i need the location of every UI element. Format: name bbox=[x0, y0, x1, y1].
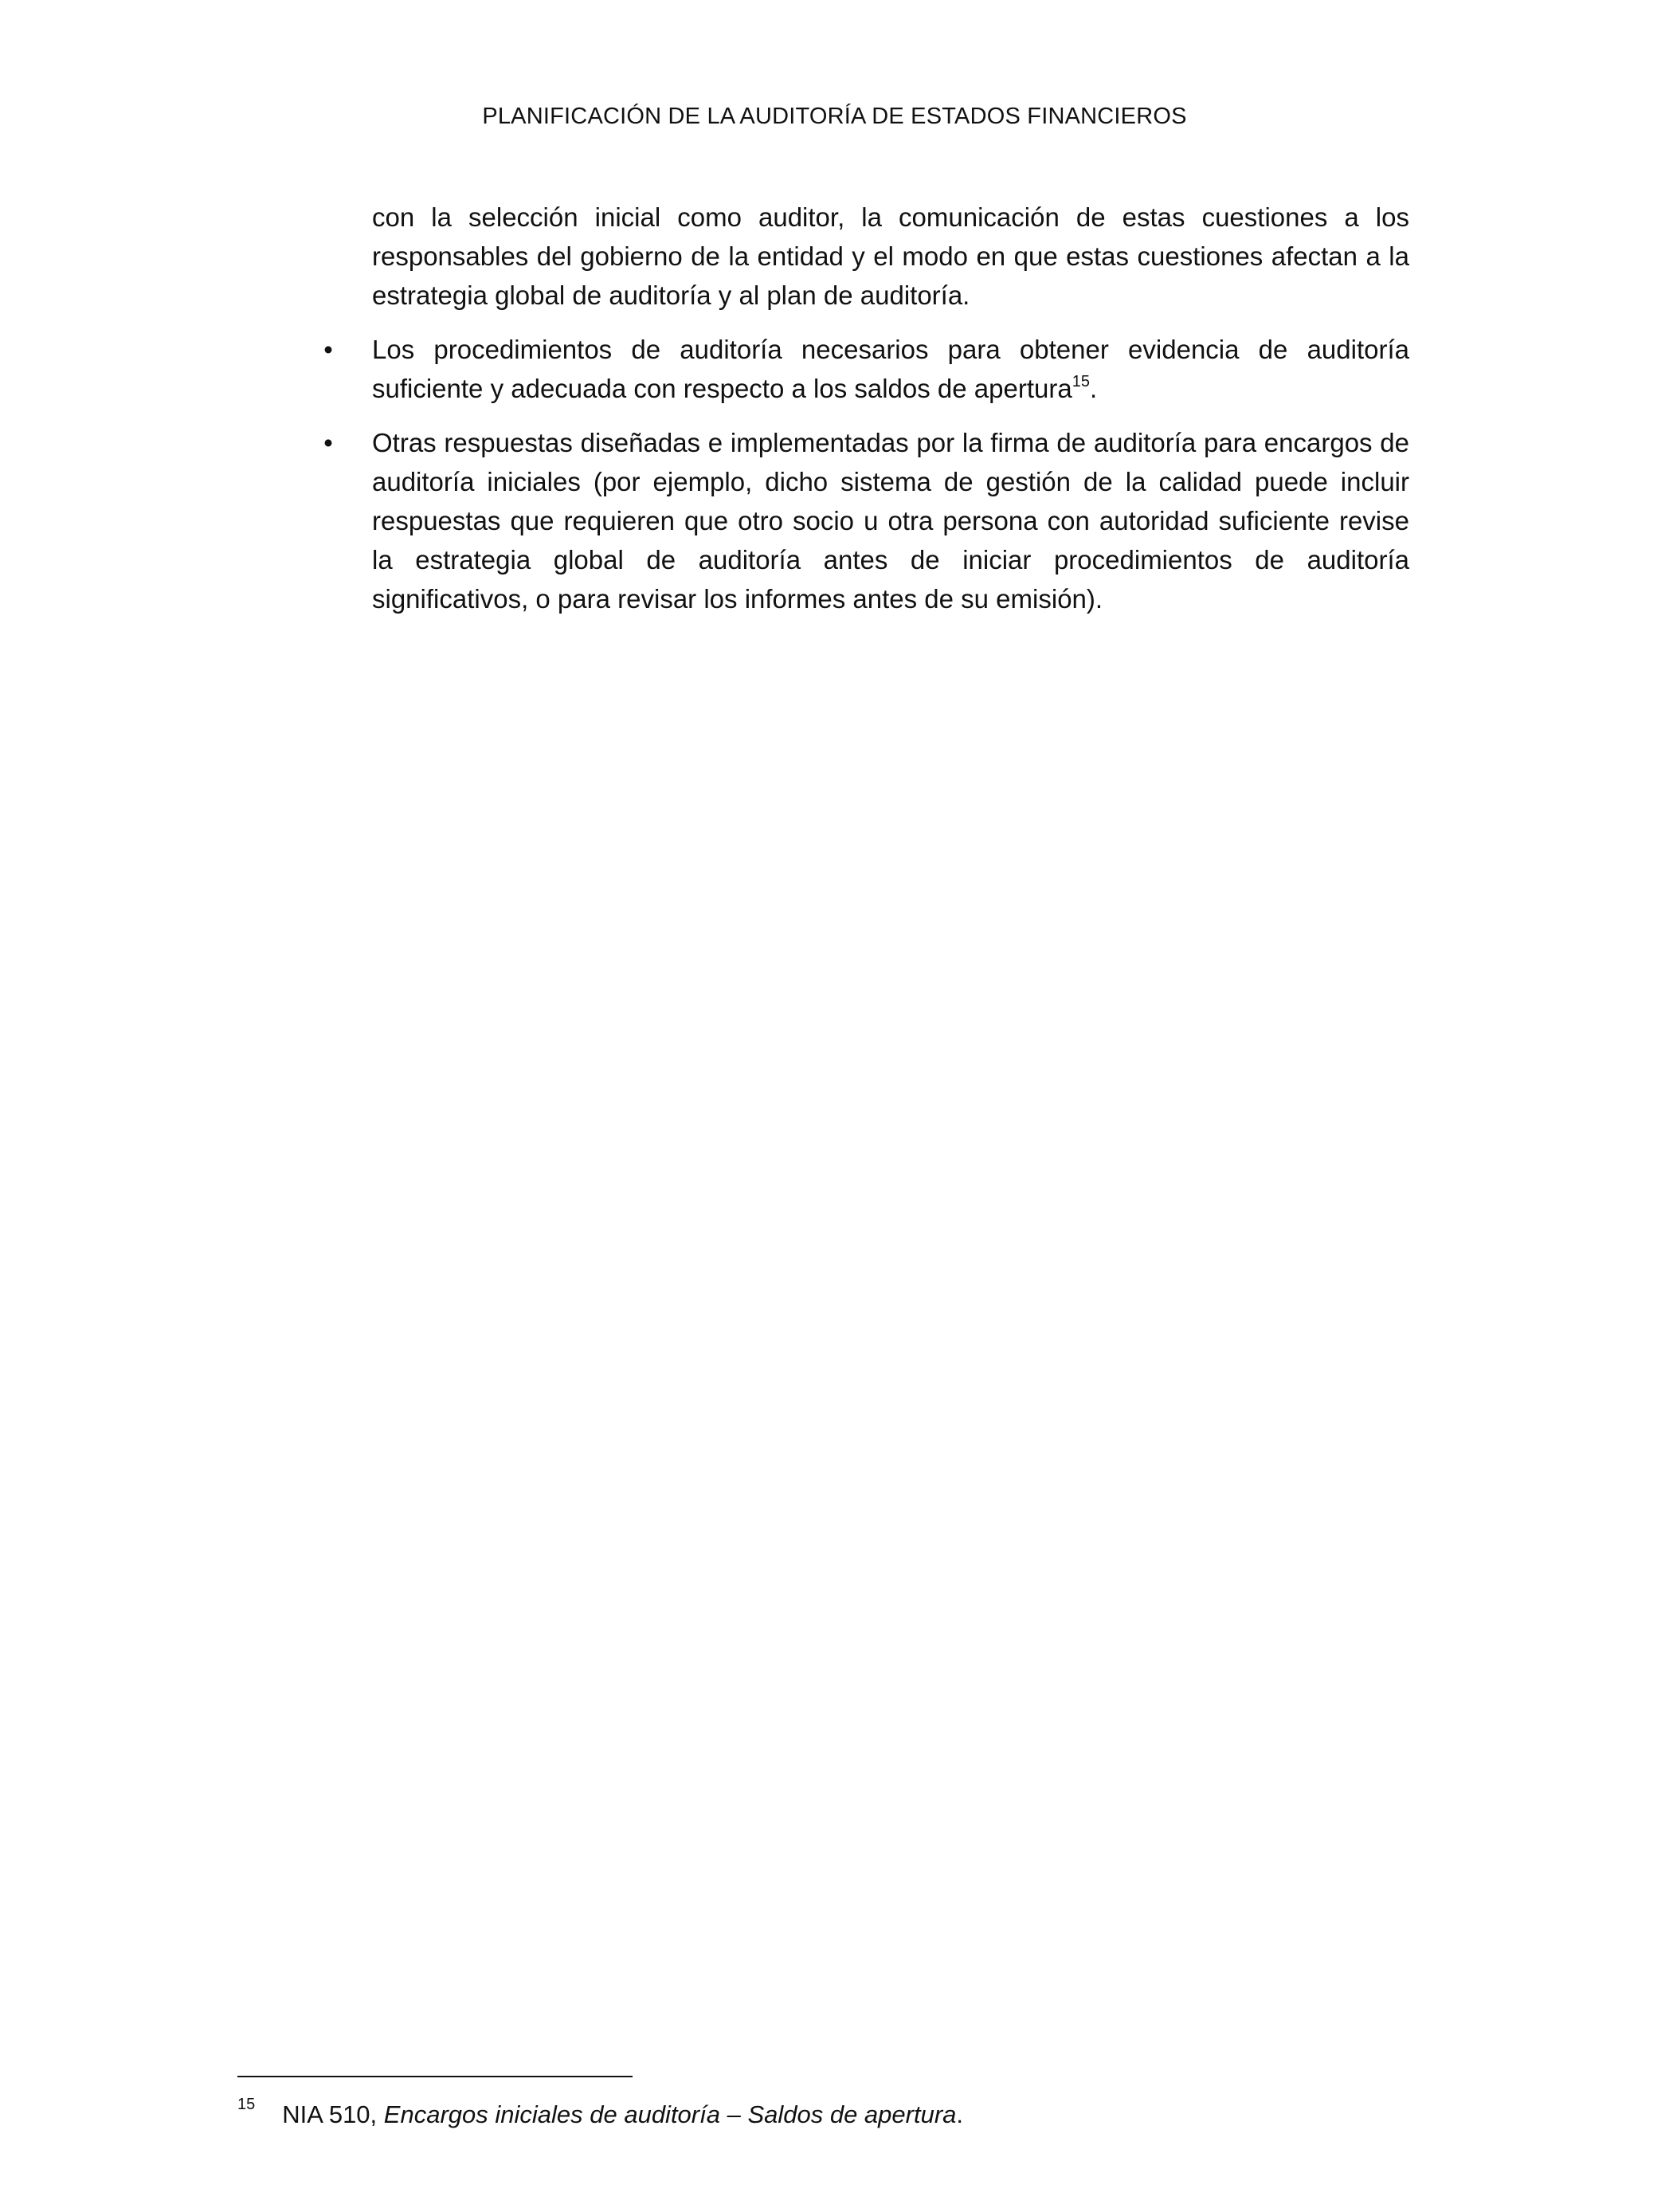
footnote bbox=[237, 2097, 1408, 2132]
bullet-item-opening-balances bbox=[323, 330, 1409, 408]
body-text bbox=[323, 198, 1409, 633]
footnote-number: 15 bbox=[237, 2095, 256, 2113]
footnote-separator bbox=[237, 2076, 633, 2077]
footnote-title: Encargos iniciales de auditoría – Saldos de apertura bbox=[383, 2100, 957, 2128]
footnote-lead: NIA 510, bbox=[282, 2100, 384, 2128]
bullet-icon: • bbox=[323, 428, 333, 457]
bullet-text: Los procedimientos de auditoría necesarios para obtener evidencia de auditoría suficiente y adecuada con respecto a los saldos de apertura bbox=[372, 335, 1409, 403]
footnote-tail: . bbox=[956, 2100, 964, 2128]
bullet-text: Otras respuestas diseñadas e implementadas por la firma de auditoría para encargos de auditoría iniciales (por ejemplo, dicho sistema de gestión de la calidad puede incluir respuestas que requieren que otro socio u otra persona con autoridad suficiente revise la estrategia global de auditoría antes de iniciar procedimientos de auditoría significativos, o para revisar los informes antes de su emisión). bbox=[372, 428, 1409, 614]
running-header: PLANIFICACIÓN DE LA AUDITORÍA DE ESTADOS FINANCIEROS bbox=[482, 104, 1187, 129]
continuation-paragraph: con la selección inicial como auditor, la comunicación de estas cuestiones a los responsables del gobierno de la entidad y el modo en que estas cuestiones afectan a la estrategia global de auditoría y al plan de auditoría. bbox=[372, 202, 1409, 310]
bullet-icon: • bbox=[323, 335, 333, 364]
bullet-text-tail: . bbox=[1089, 374, 1098, 403]
footnote-reference[interactable]: 15 bbox=[1072, 373, 1090, 390]
bullet-item-other-responses bbox=[323, 423, 1409, 618]
